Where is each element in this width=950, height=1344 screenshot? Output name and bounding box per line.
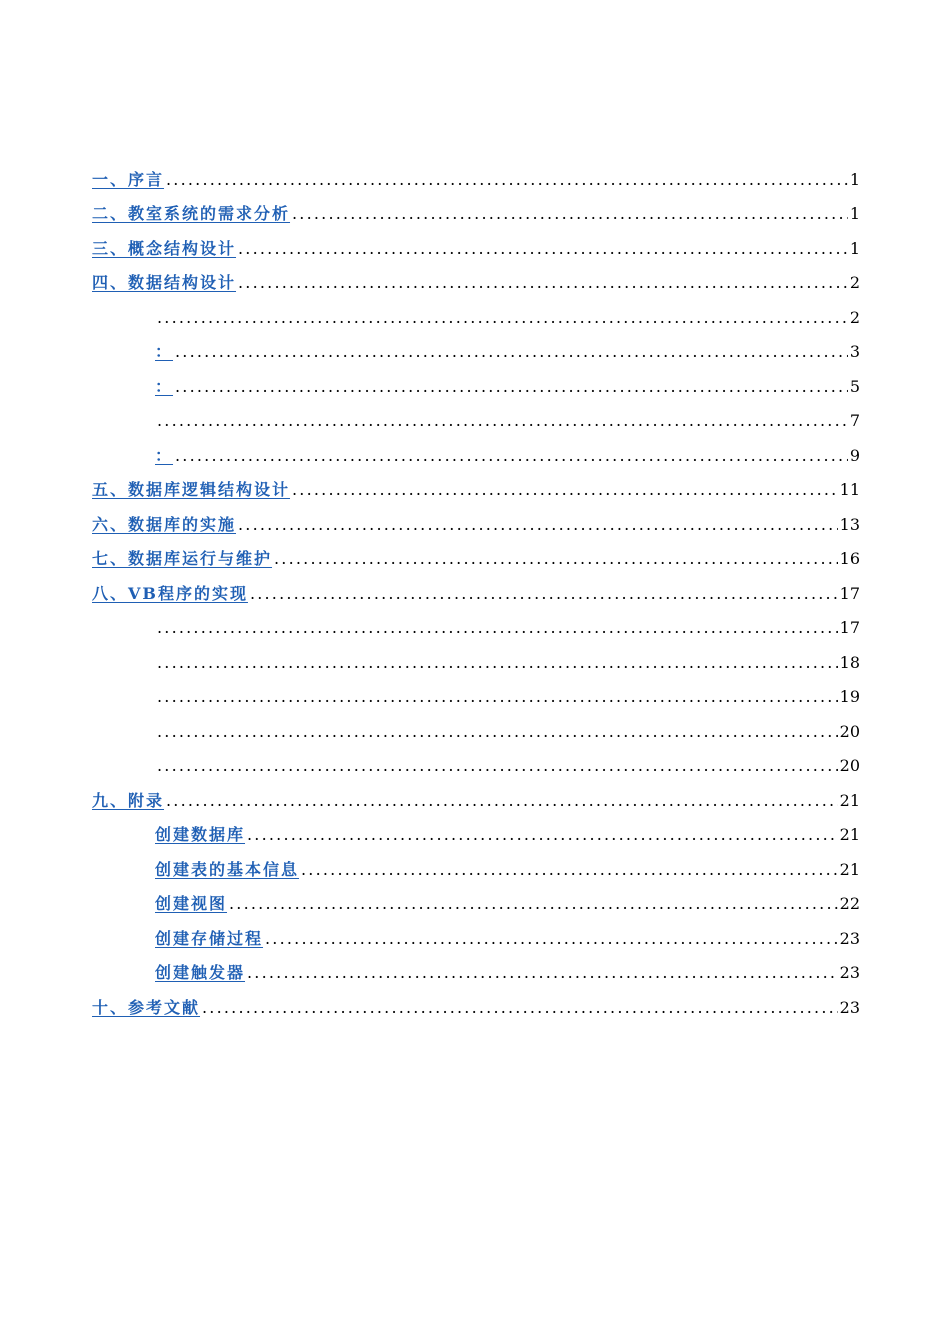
toc-entry-title[interactable]: ： (155, 445, 174, 465)
dot-leader (175, 446, 848, 466)
toc-entry[interactable] (92, 155, 860, 190)
toc-subentry[interactable] (92, 914, 860, 949)
toc-entry[interactable] (92, 466, 860, 501)
dot-leader (157, 722, 838, 742)
toc-entry-page: 13 (839, 514, 860, 534)
dot-leader (274, 549, 838, 569)
toc-entry[interactable] (92, 190, 860, 225)
toc-entry[interactable] (92, 983, 860, 1018)
toc-entry[interactable] (92, 776, 860, 811)
toc-entry-title[interactable]: ： (155, 376, 174, 396)
toc-entry-title[interactable]: 二、教室系统的需求分析 (92, 204, 291, 223)
toc-subentry[interactable] (92, 673, 860, 708)
toc-subentry[interactable] (92, 362, 860, 397)
toc-subentry[interactable] (92, 707, 860, 742)
dot-leader (202, 998, 838, 1018)
toc-entry[interactable] (92, 224, 860, 259)
toc-entry[interactable] (92, 500, 860, 535)
dot-leader (292, 204, 848, 224)
toc-entry-page: 21 (839, 790, 860, 810)
toc-entry-title[interactable]: 九、附录 (92, 790, 165, 810)
toc-entry-page: 3 (849, 342, 860, 361)
toc-entry-page: 5 (849, 376, 860, 396)
toc-entry-title[interactable]: ： (155, 342, 174, 361)
toc-entry-title[interactable]: 十、参考文献 (92, 997, 201, 1017)
toc-subentry[interactable] (92, 604, 860, 639)
dot-leader (301, 860, 838, 880)
table-of-contents (92, 155, 860, 1018)
dot-leader (238, 273, 848, 293)
toc-entry-page: 21 (839, 859, 860, 879)
dot-leader (157, 308, 848, 328)
toc-entry-title[interactable]: 八、VB程序的实现 (92, 583, 248, 603)
toc-entry-title[interactable]: 四、数据结构设计 (92, 273, 237, 292)
toc-entry-title[interactable]: 创建触发器 (155, 963, 246, 982)
toc-subentry[interactable] (92, 845, 860, 880)
toc-entry-page: 1 (849, 204, 860, 223)
dot-leader (175, 342, 848, 362)
toc-entry-page: 16 (839, 549, 860, 568)
toc-subentry[interactable] (92, 293, 860, 328)
toc-entry-title[interactable]: 创建存储过程 (155, 928, 264, 948)
toc-entry-page: 23 (839, 963, 860, 982)
dot-leader (265, 929, 838, 949)
toc-entry-title[interactable]: 创建视图 (155, 894, 228, 913)
toc-entry-title[interactable]: 五、数据库逻辑结构设计 (92, 480, 291, 499)
toc-entry-title[interactable]: 七、数据库运行与维护 (92, 549, 273, 568)
dot-leader (238, 239, 848, 259)
toc-entry-title[interactable]: 三、概念结构设计 (92, 238, 237, 258)
dot-leader (229, 894, 838, 914)
toc-entry-page: 18 (839, 652, 860, 672)
toc-entry-page: 21 (839, 825, 860, 844)
toc-entry[interactable] (92, 535, 860, 570)
toc-entry-page: 2 (849, 307, 860, 327)
dot-leader (238, 515, 838, 535)
toc-entry[interactable] (92, 259, 860, 294)
toc-subentry[interactable] (92, 811, 860, 846)
toc-entry-page: 17 (839, 618, 860, 637)
toc-subentry[interactable] (92, 328, 860, 363)
toc-entry[interactable] (92, 569, 860, 604)
toc-entry-page: 20 (839, 756, 860, 775)
toc-entry-title[interactable]: 六、数据库的实施 (92, 514, 237, 534)
toc-entry-page: 11 (839, 480, 860, 499)
toc-subentry[interactable] (92, 431, 860, 466)
toc-subentry[interactable] (92, 742, 860, 777)
toc-entry-page: 1 (849, 238, 860, 258)
toc-subentry[interactable] (92, 397, 860, 432)
toc-entry-page: 22 (839, 894, 860, 913)
toc-entry-title[interactable]: 创建数据库 (155, 825, 246, 844)
dot-leader (292, 480, 838, 500)
dot-leader (157, 653, 838, 673)
dot-leader (166, 170, 848, 190)
toc-entry-page: 23 (839, 928, 860, 948)
toc-entry-page: 19 (839, 687, 860, 706)
toc-subentry[interactable] (92, 949, 860, 984)
dot-leader (250, 584, 838, 604)
toc-entry-page: 17 (839, 583, 860, 603)
dot-leader (247, 825, 838, 845)
dot-leader (247, 963, 838, 983)
dot-leader (157, 687, 838, 707)
dot-leader (166, 791, 838, 811)
dot-leader (157, 756, 838, 776)
toc-subentry[interactable] (92, 880, 860, 915)
toc-entry-page: 1 (849, 169, 860, 189)
toc-entry-page: 7 (849, 411, 860, 430)
dot-leader (175, 377, 848, 397)
toc-entry-page: 23 (839, 997, 860, 1017)
toc-entry-title[interactable]: 创建表的基本信息 (155, 859, 300, 879)
toc-entry-page: 20 (839, 721, 860, 741)
toc-entry-page: 2 (849, 273, 860, 292)
toc-entry-title[interactable]: 一、序言 (92, 169, 165, 189)
dot-leader (157, 618, 838, 638)
toc-subentry[interactable] (92, 638, 860, 673)
toc-entry-page: 9 (849, 445, 860, 465)
dot-leader (157, 411, 848, 431)
